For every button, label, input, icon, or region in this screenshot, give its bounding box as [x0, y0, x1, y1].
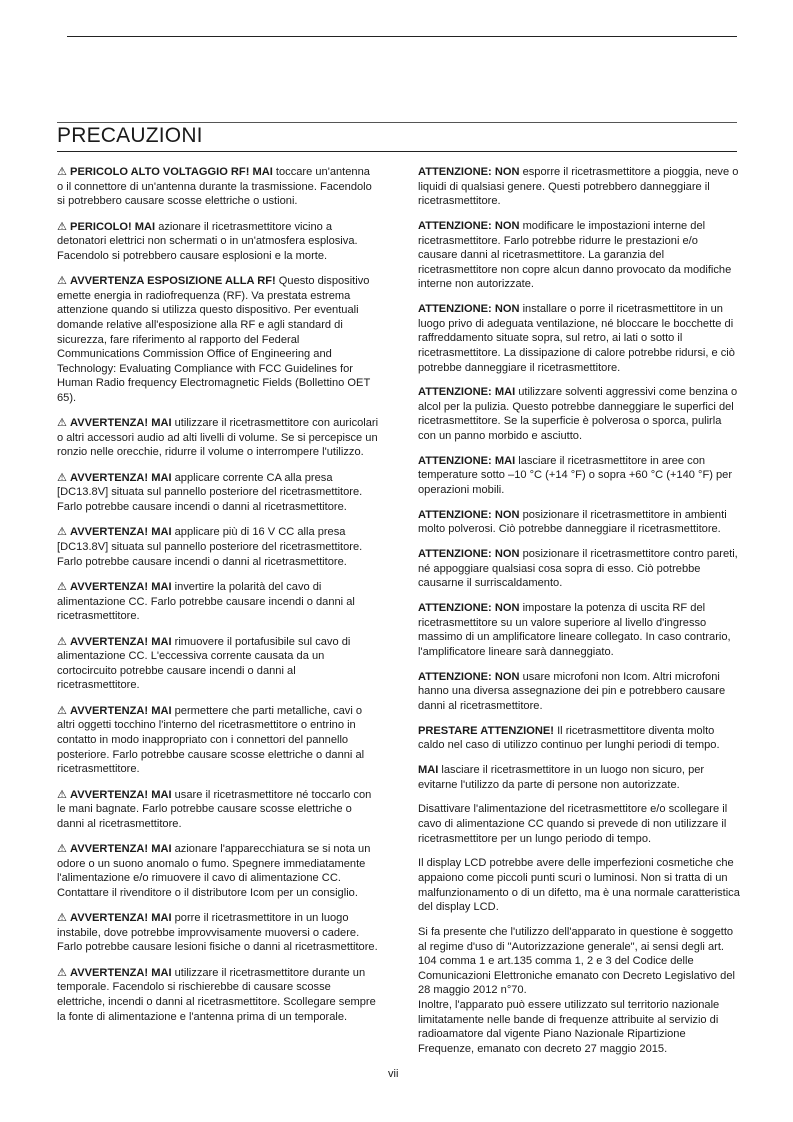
right-column: [418, 165, 740, 1067]
warning-icon: ⚠: [57, 788, 67, 801]
caution-lead: ATTENZIONE: NON: [418, 508, 520, 521]
caution-text: lasciare il ricetrasmettitore in aree con temperature sotto –10 °C (+14 °F) o sopra +60 °C (+140 °F) per operazioni mobili.: [418, 454, 733, 497]
precaution-item: [57, 580, 379, 624]
warning-icon: ⚠: [57, 275, 67, 288]
precaution-lead: AVVERTENZA! MAI: [70, 635, 172, 648]
warning-icon: ⚠: [57, 220, 67, 233]
precaution-text: porre il ricetrasmettitore in un luogo instabile, dove potrebbe improvvisamente muoversi o cadere. Farlo potrebbe causare lesioni fisiche o danni al ricetrasmettitore.: [57, 912, 378, 954]
warning-icon: ⚠: [57, 166, 67, 178]
precaution-lead: AVVERTENZA! MAI: [70, 966, 172, 979]
precaution-lead: AVVERTENZA! MAI: [70, 704, 172, 717]
caution-text: usare microfoni non Icom. Altri microfoni hanno una diversa assegnazione dei pin e potrebbero causare danni al ricetrasmettitore.: [418, 670, 726, 712]
caution-lead: ATTENZIONE: MAI: [418, 454, 516, 467]
precaution-text: azionare l'apparecchiatura se si nota un odore o un suono anomalo o fumo. Spegnere immediatamente l'alimentazione e/o rimuovere il cavo di alimentazione CC. Contattare il rivenditore o il distributore Icom per un consiglio.: [57, 843, 371, 899]
warning-icon: ⚠: [57, 966, 67, 979]
warning-icon: ⚠: [57, 581, 67, 594]
caution-lead: ATTENZIONE: NON: [418, 219, 520, 232]
precaution-text: permettere che parti metalliche, cavi o altri oggetti tocchino l'interno del ricetrasmettitore o entrino in contatto in modo inappropriato con i connettori del pannello posteriore. Farlo potrebbe causare scosse elettriche o danni al ricetrasmettitore.: [57, 704, 365, 776]
caution-text: utilizzare solventi aggressivi come benzina o alcol per la pulizia. Questo potrebbe danneggiare le superfici del ricetrasmettitore. Se la superficie è polverosa o sporca, pulirla con un panno morbido e asciutto.: [418, 386, 738, 443]
precaution-item: [57, 525, 379, 569]
caution-lead: ATTENZIONE: NON: [418, 303, 520, 316]
precaution-text: usare il ricetrasmettitore né toccarlo con le mani bagnate. Farlo potrebbe causare scosse elettriche o danni al ricetrasmettitore.: [57, 788, 372, 830]
caution-text: impostare la potenza di uscita RF del ricetrasmettitore su un valore superiore al livello d'ingresso massimo di un amplificatore lineare collegato. In caso contrario, l'amplificatore lineare sarà danneggiato.: [418, 602, 731, 658]
precaution-text: utilizzare il ricetrasmettitore durante un temporale. Facendolo si rischierebbe di causare scosse elettriche, incendi o danni al ricetrasmettitore. Scollegare sempre la fonte di alimentazione e l'antenna prima di un temporale.: [57, 966, 376, 1023]
caution-item: [418, 385, 740, 443]
caution-lead: ATTENZIONE: NON: [418, 166, 520, 178]
caution-text: posizionare il ricetrasmettitore contro pareti, né appoggiare qualsiasi cosa sopra di esso. Ciò potrebbe causarne il surriscaldamento.: [418, 548, 738, 590]
precaution-item: [57, 471, 379, 515]
caution-text: esporre il ricetrasmettitore a pioggia, neve o liquidi di qualsiasi genere. Questi potrebbero danneggiare il ricetrasmettitore.: [418, 166, 739, 208]
warning-icon: ⚠: [57, 635, 67, 648]
precaution-lead: AVVERTENZA! MAI: [70, 912, 172, 925]
precaution-item: [57, 220, 379, 264]
precaution-item: [57, 966, 379, 1024]
caution-lead: ATTENZIONE: NON: [418, 670, 520, 683]
precaution-text: rimuovere il portafusibile sul cavo di alimentazione CC. L'eccessiva corrente causata da un cortocircuito potrebbe causare incendi o danni al ricetrasmettitore.: [57, 635, 351, 692]
caution-item: [418, 547, 740, 591]
warning-icon: ⚠: [57, 912, 67, 925]
caution-lead: PRESTARE ATTENZIONE!: [418, 724, 555, 737]
precaution-lead: AVVERTENZA! MAI: [70, 471, 172, 484]
precaution-text: utilizzare il ricetrasmettitore con auricolari o altri accessori audio ad alti livelli di volume. Se si percepisce un ronzio nelle orecchie, ridurre il volume o interrompere l'utilizzo.: [57, 417, 379, 459]
caution-item: [418, 856, 740, 914]
caution-text: posizionare il ricetrasmettitore in ambienti molto polverosi. Ciò potrebbe danneggiare il ricetrasmettitore.: [418, 508, 727, 536]
caution-lead: ATTENZIONE: MAI: [418, 386, 516, 399]
precaution-text: azionare il ricetrasmettitore vicino a detonatori elettrici non schermati o in un'atmosfera esplosiva. Facendolo si potrebbero causare esplosioni e la morte.: [57, 220, 358, 262]
page-title: PRECAUZIONI: [57, 122, 737, 152]
precaution-lead: AVVERTENZA! MAI: [70, 581, 172, 594]
regulatory-notice-text: Si fa presente che l'utilizzo dell'apparato in questione è soggetto al regime d'uso di "Autorizzazione generale", ai sensi degli art. 104 comma 1 e art.135 comma 1, 2 e 3 del Codice delle Comunicazioni Elettroniche emanato con Decreto Legislativo del 28 maggio 2012 n°70.: [418, 925, 735, 997]
caution-item: [418, 508, 740, 537]
caution-text: modificare le impostazioni interne del ricetrasmettitore. Farlo potrebbe ridurre le prestazioni e/o causare danni al ricetrasmettitore. La garanzia del ricetrasmettitore non copre alcun danno provocato da modifiche interne non autorizzate.: [418, 219, 732, 291]
caution-item: [418, 454, 740, 498]
caution-item: [418, 670, 740, 714]
precaution-text: applicare corrente CA alla presa [DC13.8V] situata sul pannello posteriore del ricetrasmettitore. Farlo potrebbe causare incendi o danni al ricetrasmettitore.: [57, 471, 363, 514]
precaution-text: applicare più di 16 V CC alla presa [DC13.8V] situata sul pannello posteriore del ricetrasmettitore. Farlo potrebbe causare incendi o danni al ricetrasmettitore.: [57, 526, 363, 568]
caution-text: Disattivare l'alimentazione del ricetrasmettitore e/o scollegare il cavo di alimentazione CC quando si prevede di non utilizzare il ricetrasmettitore per un lungo periodo di tempo.: [418, 803, 728, 845]
page-number: vii: [388, 1068, 399, 1080]
warning-icon: ⚠: [57, 526, 67, 539]
caution-text: installare o porre il ricetrasmettitore in un luogo privo di adeguata ventilazione, né bloccare le bocchette di raffreddamento situate sopra, sul retro, ai lati o sotto il ricetrasmettitore. La dissipazione di calore potrebbe ridursi, e ciò potrebbe danneggiare il ricetrasmettitore.: [418, 303, 735, 374]
precaution-lead: PERICOLO! MAI: [70, 220, 156, 233]
caution-text: Il ricetrasmettitore diventa molto caldo nel caso di utilizzo continuo per lunghi periodi di tempo.: [418, 724, 720, 752]
warning-icon: ⚠: [57, 843, 67, 856]
left-column: [57, 165, 379, 1035]
precaution-lead: PERICOLO ALTO VOLTAGGIO RF! MAI: [70, 166, 273, 178]
regulatory-notice-text-2: Inoltre, l'apparato può essere utilizzato sul territorio nazionale limitatamente nelle bande di frequenze attribuite al servizio di radioamatore dal vigente Piano Nazionale Ripartizione Frequenze, emanato con decreto 27 maggio 2015.: [418, 998, 720, 1055]
caution-lead: ATTENZIONE: NON: [418, 602, 520, 615]
warning-icon: ⚠: [57, 417, 67, 430]
regulatory-notice: [418, 925, 740, 1056]
warning-icon: ⚠: [57, 704, 67, 717]
caution-text: Il display LCD potrebbe avere delle imperfezioni cosmetiche che appaiono come piccoli punti scuri o luminosi. Non si tratta di un malfunzionamento o di un difetto, ma è una normale caratteristica del display LCD.: [418, 857, 740, 914]
caution-item: [418, 219, 740, 292]
precaution-lead: AVVERTENZA! MAI: [70, 417, 172, 430]
precaution-item: [57, 165, 379, 209]
precaution-lead: AVVERTENZA ESPOSIZIONE ALLA RF!: [70, 275, 276, 288]
caution-item: [418, 601, 740, 659]
caution-item: [418, 802, 740, 846]
precaution-lead: AVVERTENZA! MAI: [70, 788, 172, 801]
precaution-lead: AVVERTENZA! MAI: [70, 526, 172, 539]
precaution-item: [57, 635, 379, 693]
caution-item: [418, 302, 740, 375]
precaution-text: toccare un'antenna o il connettore di un'antenna durante la trasmissione. Facendolo si potrebbero causare scosse elettriche o ustioni.: [57, 166, 372, 208]
precaution-item: [57, 788, 379, 832]
caution-item: [418, 724, 740, 753]
header-rule: [67, 36, 737, 37]
caution-item: [418, 763, 740, 792]
caution-item: [418, 165, 740, 209]
caution-lead: MAI: [418, 764, 439, 777]
precaution-item: [57, 416, 379, 460]
precaution-lead: AVVERTENZA! MAI: [70, 843, 172, 856]
warning-icon: ⚠: [57, 471, 67, 484]
precaution-text: Questo dispositivo emette energia in radiofrequenza (RF). Va prestata estrema attenzione quando si utilizza questo dispositivo. Per eventuali domande relative all'esposizione alla RF e agli standard di sicurezza, fare riferimento al rapporto del Federal Communications Commission Office of Engineering and Technology: Evaluating Compliance with FCC Guidelines for Human Radio frequency Electromagnetic Fields (Bollettino OET 65).: [57, 275, 371, 404]
precaution-item: [57, 704, 379, 777]
precaution-item: [57, 274, 379, 405]
precaution-item: [57, 842, 379, 900]
precaution-text: invertire la polarità del cavo di alimentazione CC. Farlo potrebbe causare incendi o danni al ricetrasmettitore.: [57, 581, 355, 623]
caution-lead: ATTENZIONE: NON: [418, 548, 520, 561]
precaution-item: [57, 911, 379, 955]
caution-text: lasciare il ricetrasmettitore in un luogo non sicuro, per evitarne l'utilizzo da parte di persone non autorizzate.: [418, 764, 705, 791]
